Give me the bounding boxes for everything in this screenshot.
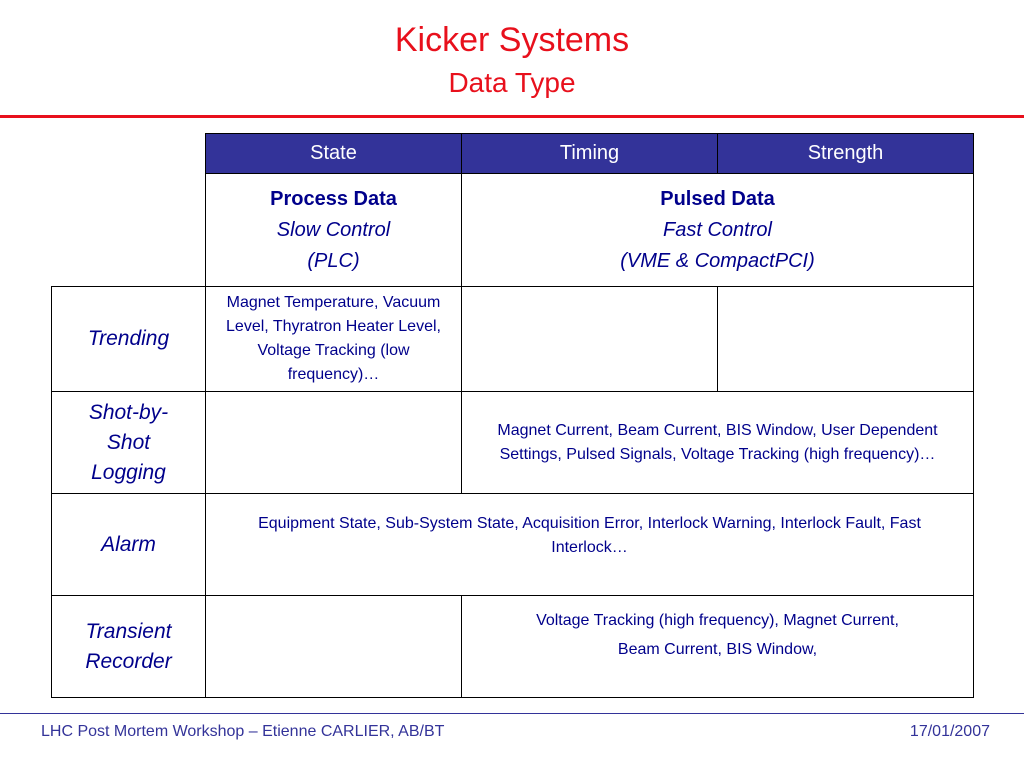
table-header-row [52,134,974,174]
transient-pulsed-cell [462,596,974,698]
empty-corner-cell [52,174,206,287]
transient-state-cell [206,596,462,698]
process-data-control: Slow Control [276,218,391,241]
shot-state-cell [206,392,462,494]
row-label-line: Logging [91,460,166,484]
row-label-line: Recorder [85,649,172,673]
row-label-trending: Trending [52,287,206,392]
pulsed-data-title: Pulsed Data [660,187,775,210]
footer-divider [0,713,1024,714]
row-label-transient-recorder [52,596,206,698]
column-header-timing: Timing [462,134,718,174]
row-label-line: Shot [106,430,151,454]
row-label-alarm: Alarm [52,494,206,596]
footer-date: 17/01/2007 [909,723,990,740]
table-row-alarm [52,494,974,596]
slide-subtitle: Data Type [448,67,576,98]
pulsed-data-cell [462,174,974,287]
table-row-trending [52,287,974,392]
row-label-line: Transient [85,619,172,643]
transient-pulsed-line: Voltage Tracking (high frequency), Magnet Current, [536,611,899,629]
process-data-hardware: (PLC) [307,249,360,272]
descriptor-row [52,174,974,287]
table-row-shot-by-shot [52,392,974,494]
column-header-state: State [206,134,462,174]
row-label-line: Shot-by- [88,400,169,424]
trending-timing-cell [462,287,718,392]
process-data-cell [206,174,462,287]
shot-pulsed-cell: Magnet Current, Beam Current, BIS Window, User Dependent Settings, Pulsed Signals, Voltage Tracking (high frequency)… [462,392,974,494]
trending-state-cell: Magnet Temperature, Vacuum Level, Thyratron Heater Level, Voltage Tracking (low frequency)… [206,287,462,392]
transient-pulsed-line: Beam Current, BIS Window, [617,640,818,658]
pulsed-data-hardware: (VME & CompactPCI) [620,249,815,272]
data-type-table [51,133,974,698]
column-header-strength: Strength [718,134,974,174]
title-divider [0,115,1024,118]
footer-event-author: LHC Post Mortem Workshop – Etienne CARLIER, AB/BT [41,723,445,740]
empty-corner-cell [52,134,206,174]
slide-title: Kicker Systems [394,21,630,59]
process-data-title: Process Data [270,187,397,210]
pulsed-data-control: Fast Control [663,218,772,241]
table-row-transient-recorder [52,596,974,698]
row-label-shot-by-shot [52,392,206,494]
alarm-all-cell: Equipment State, Sub-System State, Acquisition Error, Interlock Warning, Interlock Fault, Fast Interlock… [206,494,974,596]
trending-strength-cell [718,287,974,392]
